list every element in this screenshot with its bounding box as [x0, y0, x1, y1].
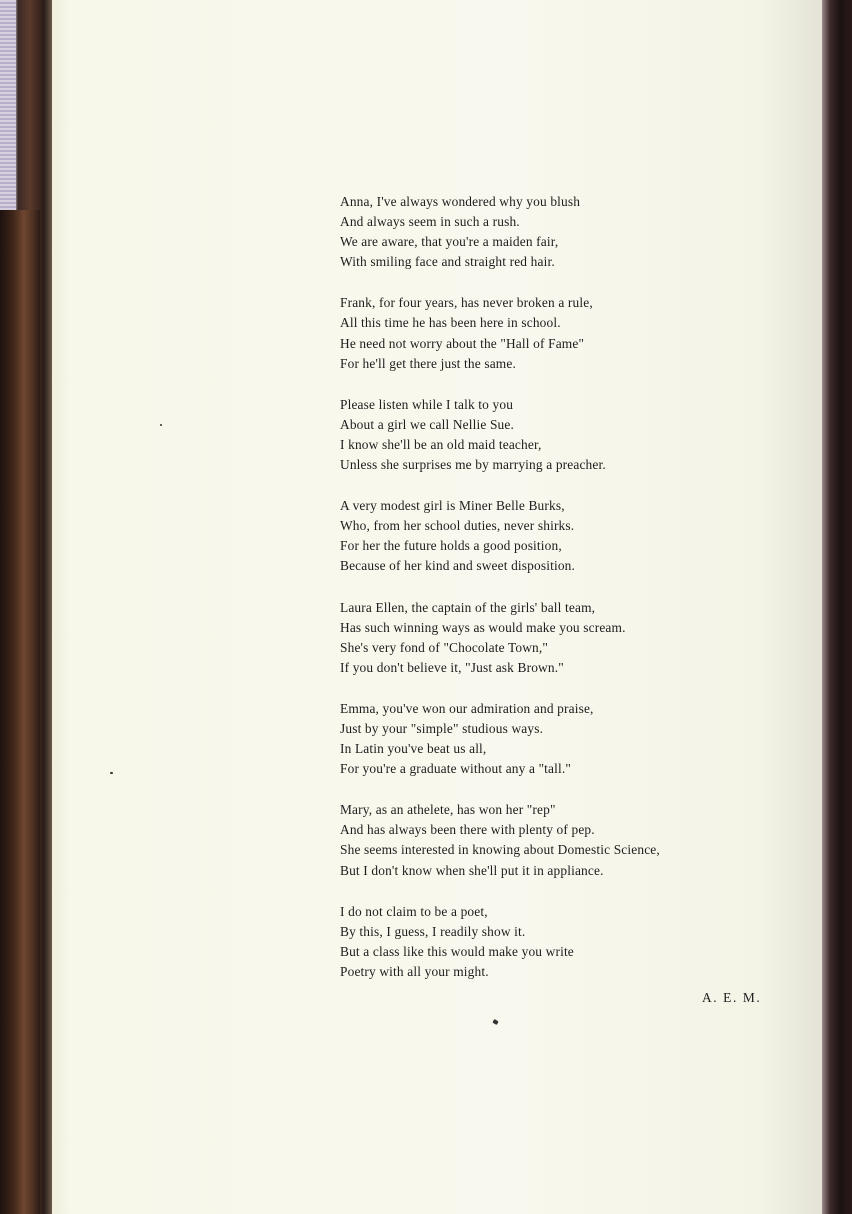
- stanza: [340, 192, 780, 272]
- ink-speck: [110, 772, 113, 774]
- poem-line: Laura Ellen, the captain of the girls' ball team,: [340, 599, 596, 615]
- poem-line: If you don't believe it, "Just ask Brown.": [340, 659, 564, 675]
- poem-line: Unless she surprises me by marrying a preacher.: [340, 457, 606, 473]
- poem-line: Poetry with all your might.: [340, 963, 489, 979]
- poem-line: But a class like this would make you write: [340, 943, 574, 959]
- stanza: [340, 902, 780, 982]
- poem-line: He need not worry about the "Hall of Fame": [340, 335, 585, 351]
- poem-line: Mary, as an athelete, has won her "rep": [340, 802, 556, 818]
- poem-line: We are aware, that you're a maiden fair,: [340, 234, 559, 250]
- poem-line: In Latin you've beat us all,: [340, 741, 487, 757]
- poem: [340, 192, 780, 1003]
- author-signature: A. E. M.: [702, 990, 762, 1005]
- stanza: [340, 800, 780, 880]
- poem-line: Who, from her school duties, never shirks.: [340, 518, 575, 534]
- ink-speck: [160, 424, 162, 426]
- poem-line: Has such winning ways as would make you scream.: [340, 619, 626, 635]
- poem-line: I know she'll be an old maid teacher,: [340, 436, 542, 452]
- stanza: [340, 496, 780, 576]
- stanza: [340, 395, 780, 475]
- poem-line: Emma, you've won our admiration and praise,: [340, 700, 594, 716]
- binding-shadow: [0, 210, 40, 1214]
- stanza: [340, 699, 780, 779]
- poem-line: Because of her kind and sweet disposition.: [340, 558, 576, 574]
- poem-line: All this time he has been here in school.: [340, 315, 561, 331]
- poem-line: By this, I guess, I readily show it.: [340, 923, 526, 939]
- binding-stripes: [0, 0, 16, 210]
- page-right-edge: [822, 0, 852, 1214]
- poem-line: For he'll get there just the same.: [340, 355, 516, 371]
- poem-line: For her the future holds a good position,: [340, 538, 562, 554]
- poem-line: She seems interested in knowing about Domestic Science,: [340, 842, 660, 858]
- poem-line: And always seem in such a rush.: [340, 214, 520, 230]
- poem-line: With smiling face and straight red hair.: [340, 254, 555, 270]
- poem-line: Please listen while I talk to you: [340, 396, 514, 412]
- stanza: [340, 293, 780, 373]
- poem-line: But I don't know when she'll put it in appliance.: [340, 862, 604, 878]
- poem-line: About a girl we call Nellie Sue.: [340, 416, 514, 432]
- poem-line: Anna, I've always wondered why you blush: [340, 194, 581, 209]
- poem-line: Frank, for four years, has never broken a rule,: [340, 295, 593, 311]
- poem-line: A very modest girl is Miner Belle Burks,: [340, 498, 565, 514]
- poem-line: I do not claim to be a poet,: [340, 903, 488, 919]
- stanza: [340, 598, 780, 678]
- poem-line: Just by your "simple" studious ways.: [340, 720, 544, 736]
- poem-line: And has always been there with plenty of pep.: [340, 822, 595, 838]
- poem-line: She's very fond of "Chocolate Town,": [340, 639, 548, 655]
- poem-line: For you're a graduate without any a "tall.": [340, 761, 572, 777]
